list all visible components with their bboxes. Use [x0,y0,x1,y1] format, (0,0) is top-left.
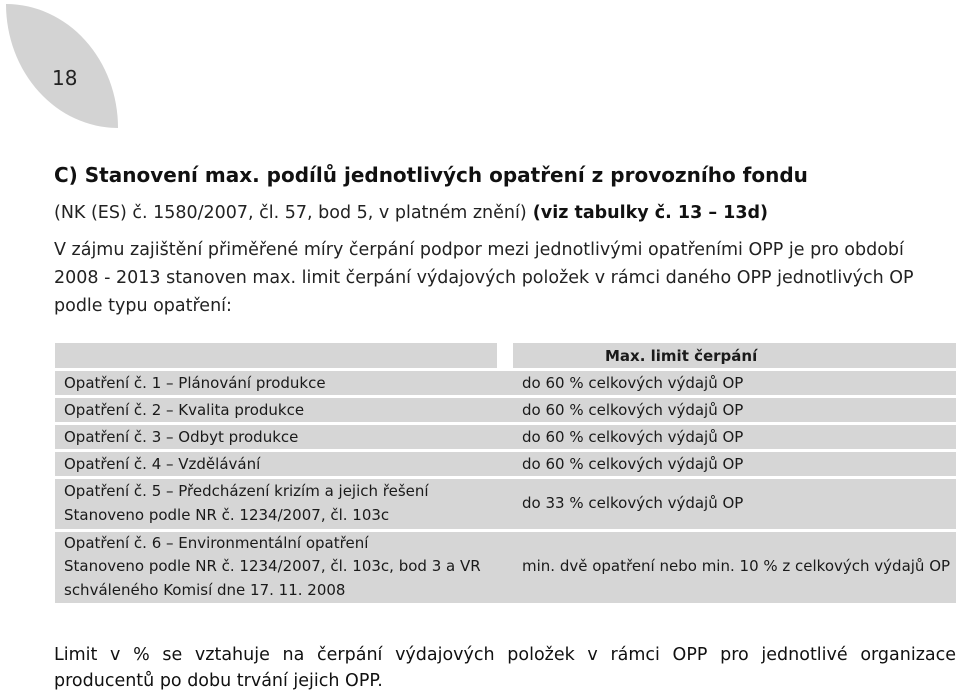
table-header-left-cell [55,343,497,368]
intro-line-1: V zájmu zajištění přiměřené míry čerpání podpor mezi jednotlivými opatřeními OPP je pro období [54,240,904,260]
table-row [55,532,956,603]
measure-note: Stanoveno podle NR č. 1234/2007, čl. 103c [64,506,390,524]
measure-limit: do 60 % celkových výdajů OP [522,455,744,473]
measure-label: Opatření č. 2 – Kvalita produkce [64,401,305,419]
measure-limit: do 60 % celkových výdajů OP [522,374,744,392]
footer-note: Limit v % se vztahuje na čerpání výdajových položek v rámci OPP pro jednotlivé organizace producentů po dobu trvání jejich OPP. [54,645,956,691]
section-heading: C) Stanovení max. podílů jednotlivých opatření z provozního fondu [54,163,808,187]
page-number: 18 [52,66,78,90]
measure-note: schváleného Komisí dne 17. 11. 2008 [64,581,346,599]
table-row [55,452,956,476]
measure-limit: do 60 % celkových výdajů OP [522,428,744,446]
table-reference: (viz tabulky č. 13 – 13d) [526,203,769,223]
table-header-label: Max. limit čerpání [605,347,758,365]
intro-line-3: podle typu opatření: [54,296,232,316]
measure-limit: do 60 % celkových výdajů OP [522,401,744,419]
table-header-row [55,343,956,368]
measure-note: Stanoveno podle NR č. 1234/2007, čl. 103c, bod 3 a VR [64,557,481,575]
table-row [55,371,956,395]
table-row [55,479,956,529]
measure-label: Opatření č. 4 – Vzdělávání [64,455,261,473]
measure-limit: min. dvě opatření nebo min. 10 % z celkových výdajů OP [522,557,951,575]
measure-limit: do 33 % celkových výdajů OP [522,494,744,512]
legal-reference [54,203,768,223]
measure-label: Opatření č. 1 – Plánování produkce [64,374,326,392]
table-row [55,425,956,449]
measure-label: Opatření č. 5 – Předcházení krizím a jejich řešení [64,482,429,500]
table-row [55,398,956,422]
legal-reference-text: (NK (ES) č. 1580/2007, čl. 57, bod 5, v platném znění) [54,203,527,223]
measure-label: Opatření č. 6 – Environmentální opatření [64,534,369,552]
measure-label: Opatření č. 3 – Odbyt produkce [64,428,299,446]
intro-line-2: 2008 - 2013 stanoven max. limit čerpání výdajových položek v rámci daného OPP jednotlivých OP [54,268,914,288]
